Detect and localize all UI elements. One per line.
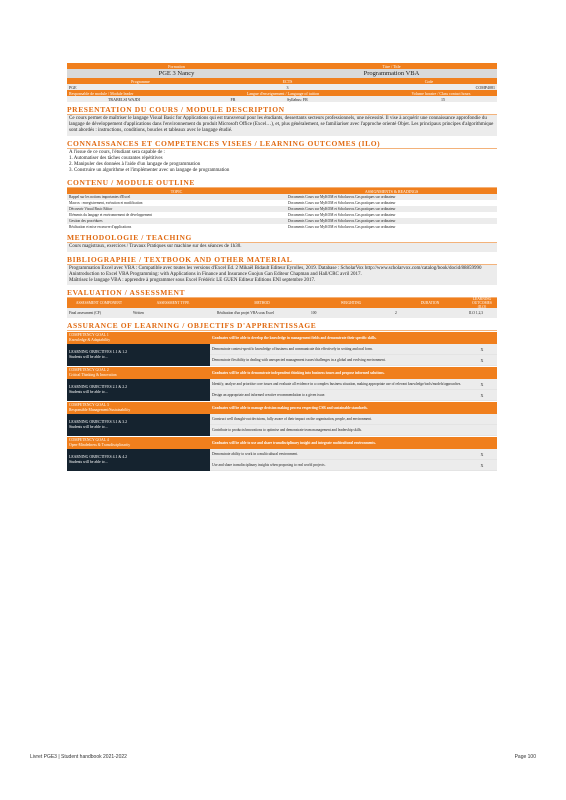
- goal-title: COMPETENCY GOAL 3: [69, 403, 109, 408]
- biblio-entry: Maîtrisez le langage VBA : apprendre à programmer sous Excel Frédéric LE GUEN Editeur Editions ENI septembre 2017.: [69, 278, 316, 284]
- assignment-cell: Documents Cours sur MyKOM et Scholarvox.Cas pratiques sur ordinateur: [288, 207, 396, 212]
- weighting-header: WEIGHTING: [340, 301, 362, 306]
- objective-text: Identify, analyse and prioritise core issues and evaluate all evidence in a complex business situation, making appropriate use of relevant knowledge/tools/models/approaches.: [212, 382, 462, 387]
- biblio-heading: BIBLIOGRAPHIE / TEXTBOOK AND OTHER MATERIAL: [67, 255, 497, 265]
- objective-title-block: [67, 379, 210, 401]
- objective-text: Demonstrate flexibility in dealing with unexpected management issues/challenges in a global and evolving environment.: [212, 358, 386, 363]
- goal-subtitle: Open-Mindedness & Transdisciplinarity: [69, 443, 131, 448]
- objective-lines: [210, 414, 497, 436]
- assignment-cell: Documents Cours sur MyKOM et Scholarvox.Cas pratiques sur ordinateur: [288, 201, 396, 206]
- topic-header: TOPIC: [170, 188, 183, 194]
- component-header: ASSESSMENT COMPONENT: [75, 301, 123, 306]
- table-row: [67, 308, 497, 318]
- component-cell: Final assessment (CF): [69, 311, 101, 316]
- goal-description: Graduates will be able to demonstrate independent thinking into business issues and propose informed solutions.: [212, 371, 385, 376]
- resp-value-row: [67, 96, 497, 102]
- objective-line: [210, 414, 497, 425]
- objective-mark: X: [480, 381, 484, 387]
- objective-title-block: [67, 344, 210, 366]
- ilo-heading: CONNAISSANCES ET COMPETENCES VISEES / LEARNING OUTCOMES (ILO): [67, 139, 497, 149]
- objective-title: LEARNING OBJECTIVES 2.1 & 2.2: [69, 385, 128, 390]
- formation-value: PGE 3 Nancy: [158, 70, 195, 77]
- objective-subtitle: Students will be able to…: [69, 460, 109, 465]
- evaluation-header-row: [67, 298, 497, 308]
- ects-label: ECTS: [282, 78, 293, 84]
- objective-text: Design an appropriate and informed creative recommendation to a given issue.: [212, 393, 326, 398]
- weighting-cell: 100: [311, 311, 317, 316]
- ilo-intro: A l'issue de ce cours, l'étudiant sera capable de :: [69, 149, 165, 155]
- topic-cell: Eléments du langage et environnement de développement: [69, 213, 153, 218]
- learning-objectives-row: [67, 449, 497, 471]
- goal-description: Graduates will be able to develop the knowledge in management fields and demonstrate their specific skills.: [212, 336, 377, 341]
- objective-line: [210, 390, 497, 401]
- program-label-row: [67, 78, 497, 84]
- biblio-block: [67, 265, 497, 286]
- footer-handbook: Livret PGE3 | Student handbook 2021-2022: [30, 754, 127, 760]
- evaluation-heading: EVALUATION / ASSESSMENT: [67, 288, 497, 298]
- syllabus-value: Syllabus: FR: [287, 96, 308, 102]
- objective-title: LEARNING OBJECTIVES 3.1 & 3.2: [69, 420, 128, 425]
- objective-title-block: [67, 449, 210, 471]
- topic-cell: Rappel sur les notions importantes d'Excel: [69, 195, 131, 200]
- topic-cell: Macros : enregistrement, exécution et modification: [69, 201, 143, 206]
- volume-label: Volume horaire / Class contact hours: [411, 90, 471, 96]
- goal-description: Graduates will be able to manage decision making process respecting CSR and sustainable standards.: [212, 406, 368, 411]
- langue-label: Langue d'enseignement / Language of tuition: [246, 90, 320, 96]
- learning-objectives-row: [67, 379, 497, 401]
- assurance-heading: ASSURANCE OF LEARNING / OBJECTIFS D'APPRENTISSAGE: [67, 321, 497, 331]
- goal-subtitle: Critical Thinking & Innovation: [69, 373, 117, 378]
- programme-value: PGE: [69, 84, 77, 90]
- competency-goal-row: [67, 331, 497, 344]
- contenu-heading: CONTENU / MODULE OUTLINE: [67, 178, 497, 188]
- topic-cell: Gestion des procédures: [69, 219, 103, 224]
- objective-title: LEARNING OBJECTIVES 4.1 & 4.2: [69, 455, 128, 460]
- assignment-cell: Documents Cours sur MyKOM et Scholarvox.Cas pratiques sur ordinateur: [288, 225, 396, 230]
- presentation-heading: PRESENTATION DU COURS / MODULE DESCRIPTION: [67, 105, 497, 115]
- method-cell: Réalisation d'un projet VBA sous Excel: [217, 311, 274, 316]
- objective-line: [210, 460, 497, 471]
- goal-title: COMPETENCY GOAL 4: [69, 438, 109, 443]
- program-value-row: [67, 84, 497, 90]
- titre-value: Programmation VBA: [363, 70, 420, 77]
- objective-lines: [210, 344, 497, 366]
- resp-label-row: [67, 90, 497, 96]
- duration-header: DURATION: [420, 301, 440, 306]
- page-footer: [30, 754, 536, 760]
- ilo-item: 1. Automatiser des tâches courantes répétitives: [69, 155, 163, 161]
- objective-line: [210, 449, 497, 460]
- header-value-row: [67, 69, 497, 78]
- type-cell: Written: [133, 311, 144, 316]
- duration-cell: 2: [395, 311, 397, 316]
- presentation-text: Ce cours permet de maîtriser le langage Visual Basic for Applications qui est transversal pour les étudiants, dessertants secteurs professionnels, une nécessité. Il vise à acquérir une connaissance approfondie du langage de développement d'applications dans l'environnement du produit Microsoft Office (Excel…), et, plus généralement, se familiariser avec l'approche orienté Objet. Les principaux principes d'algorithmique sont abordés : instructions, conditions, boucles et tableaux avec le langage étudié.: [67, 115, 497, 136]
- titre-label: Titre / Title: [382, 63, 401, 69]
- objective-subtitle: Students will be able to…: [69, 355, 109, 360]
- course-header: [67, 63, 497, 102]
- volume-value: 15: [441, 96, 445, 102]
- goal-title-block: [67, 438, 210, 448]
- objective-mark: X: [480, 346, 484, 352]
- programme-label: Programme: [131, 78, 150, 84]
- objective-line: [210, 379, 497, 390]
- competency-goal-row: [67, 436, 497, 449]
- table-row: [67, 224, 497, 230]
- evaluation-table: [67, 298, 497, 318]
- objective-mark: X: [480, 392, 484, 398]
- objective-subtitle: Students will be able to…: [69, 425, 109, 430]
- assignment-cell: Documents Cours sur MyKOM et Scholarvox.Cas pratiques sur ordinateur: [288, 213, 396, 218]
- goal-subtitle: Responsible Management/Sustainability: [69, 408, 131, 413]
- objective-text: Demonstrate context-specific knowledge of business and communicate this effectively in writing and oral form.: [212, 347, 373, 352]
- ects-value: 3: [286, 84, 289, 90]
- type-header: ASSESSMENT TYPE: [156, 301, 190, 306]
- objective-title-block: [67, 414, 210, 436]
- biblio-entry: Programmation Excel avec VBA : Compatible avec toutes les versions d'Excel Ed. 2 Mikaël Bidault Editeur Eyrolles, 2019. Database : ScholarVox http://www.scholarvox.com/catalog/book/docid/88859990: [69, 265, 482, 271]
- objective-line: [210, 355, 497, 366]
- objective-lines: [210, 379, 497, 401]
- method-header: METHOD: [254, 301, 270, 306]
- ilo-block: [67, 149, 497, 176]
- objective-text: Demonstrate ability to work in a multicultural environment.: [212, 452, 299, 457]
- methodologie-heading: METHODOLOGIE / TEACHING: [67, 233, 497, 243]
- learning-objectives-row: [67, 344, 497, 366]
- footer-page-number: Page 100: [514, 754, 536, 760]
- objective-text: Contribute to products/innovations to optimise and demonstrate team management and leadership skills.: [212, 428, 362, 433]
- goal-title: COMPETENCY GOAL 1: [69, 333, 109, 338]
- topic-cell: Découvrir Visual Basic Editor: [69, 207, 113, 212]
- assignments-header: ASSIGNMENTS & READINGS: [364, 188, 419, 194]
- goal-title-block: [67, 333, 210, 343]
- code-label: Code: [424, 78, 434, 84]
- objective-subtitle: Students will be able to…: [69, 390, 109, 395]
- objective-lines: [210, 449, 497, 471]
- ilo-cell: ILO 1,2,3: [469, 311, 484, 316]
- contenu-header-row: [67, 188, 497, 194]
- competency-goal-row: [67, 401, 497, 414]
- objective-mark: X: [480, 462, 484, 468]
- biblio-entry: Anintroduction to Excel VBA Programming: with Applications in Finance and Insurance Guojun Gan Editeur Chapman and Hall/CRC avril 2017.: [69, 271, 362, 277]
- header-label-row: [67, 63, 497, 69]
- goal-subtitle: Knowledge & Adaptability: [69, 338, 111, 343]
- assignment-cell: Documents Cours sur MyKOM et Scholarvox.Cas pratiques sur ordinateur: [288, 219, 396, 224]
- contenu-table: [67, 188, 497, 230]
- competency-goal-row: [67, 366, 497, 379]
- code-value: COMP4081: [475, 84, 495, 90]
- goal-title-block: [67, 368, 210, 378]
- objective-title: LEARNING OBJECTIVES 1.1 & 1.2: [69, 350, 128, 355]
- syllabus-page: [67, 63, 497, 471]
- langue-value: FR: [230, 96, 236, 102]
- objective-line: [210, 344, 497, 355]
- resp-label: Responsable de module / Module leader: [69, 90, 134, 96]
- goal-description: Graduates will be able to use and share transdisciplinary insight and integrate multicultural environments.: [212, 441, 376, 446]
- formation-label: Formation: [168, 63, 185, 69]
- topic-cell: Réalisation et mise en œuvre d'applications: [69, 225, 132, 230]
- assignment-cell: Documents Cours sur MyKOM et Scholarvox.Cas pratiques sur ordinateur: [288, 195, 396, 200]
- ilo-item: 3. Construire un algorithme et l'implémenter avec un langage de programmation: [69, 168, 230, 174]
- learning-objectives-row: [67, 414, 497, 436]
- methodologie-text: Cours magistraux, exercices / Travaux Pratiques sur machine sur des séances de 1h30.: [67, 243, 497, 251]
- objective-line: [210, 425, 497, 436]
- assurance-table: [67, 331, 497, 471]
- objective-text: Construct well thought-out decisions, fully aware of their impact on the organisation, people, and environment.: [212, 417, 372, 422]
- objective-mark: X: [480, 451, 484, 457]
- ilo-header: LEARNING OUTCOMES (ILO): [472, 297, 492, 310]
- objective-text: Use and share transdisciplinary insights when proposing to real world projects.: [212, 463, 326, 468]
- goal-title: COMPETENCY GOAL 2: [69, 368, 109, 373]
- goal-title-block: [67, 403, 210, 413]
- ilo-item: 2. Manipuler des données à l'aide d'un langage de programmation: [69, 162, 201, 168]
- objective-mark: X: [480, 357, 484, 363]
- resp-value: TRABELSI WAJDI: [107, 96, 141, 102]
